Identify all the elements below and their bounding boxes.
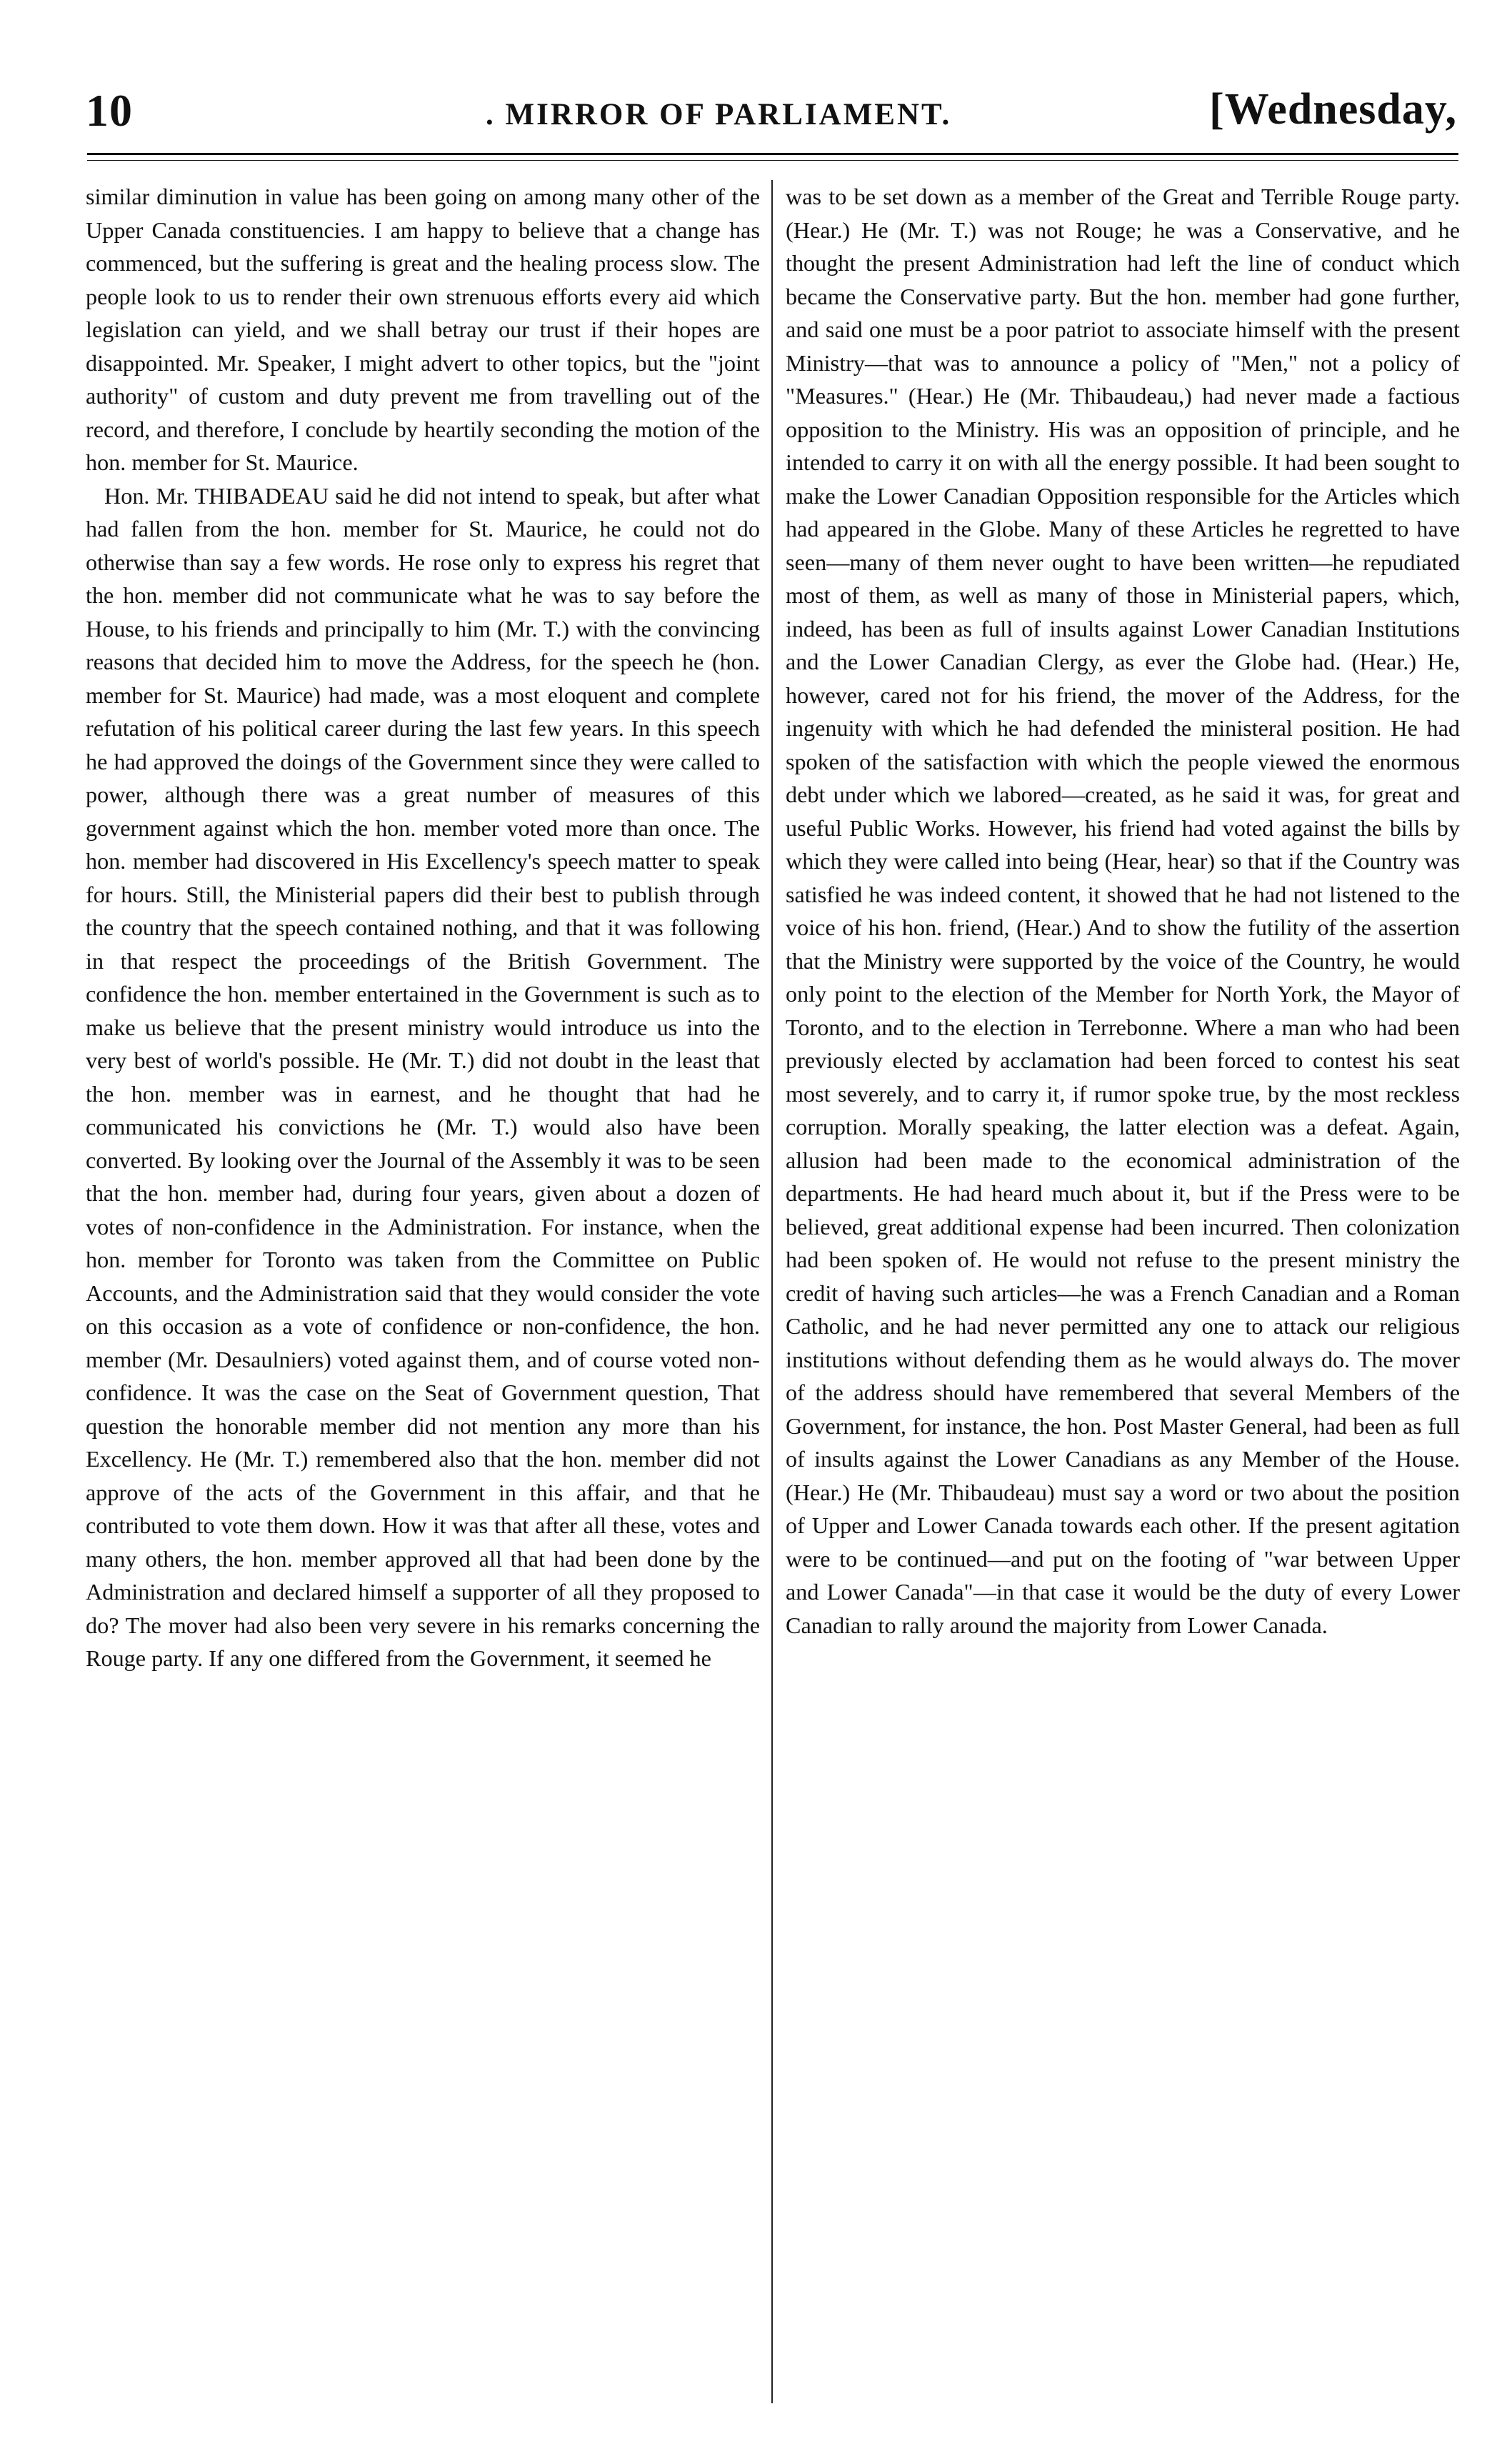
left-column [86,180,760,2416]
right-paragraph-1: was to be set down as a member of the Great and Terrible Rouge party. (Hear.) He (Mr. T.) was not Rouge; he was a Conservative, and he thought the present Administration had left the line of conduct which became the Conservative party. But the hon. member had gone further, and said one must be a poor patriot to associate himself with the present Ministry—that was to announce a policy of "Men," not a policy of "Measures." (Hear.) He (Mr. Thibaudeau,) had never made a factious opposition to the Ministry. His was an opposition of principle, and he intended to carry it on with all the energy possible. It had been sought to make the Lower Canadian Opposition responsible for the Articles which had appeared in the Globe. Many of these Articles he regretted to have seen—many of them never ought to have been written—he repudiated most of them, as well as many of those in Ministerial papers, which, indeed, has been as full of insults against Lower Canadian Institutions and the Lower Canadian Clergy, as ever the Globe had. (Hear.) He, however, cared not for his friend, the mover of the Address, for the ingenuity with which he had defended the ministeral position. He had spoken of the satisfaction with which the people viewed the enormous debt under which we labored—created, as he said it was, for great and useful Public Works. However, his friend had voted against the bills by which they were called into being (Hear, hear) so that if the Country was satisfied he was indeed content, it showed that he had not listened to the voice of his hon. friend, (Hear.) And to show the futility of the assertion that the Ministry were supported by the voice of the Country, he would only point to the election of the Member for North York, the Mayor of Toronto, and to the election in Terrebonne. Where a man who had been previously elected by acclamation had been forced to contest his seat most severely, and to carry it, if rumor spoke true, by the most reckless corruption. Morally speaking, the latter election was a defeat. Again, allusion had been made to the economical administration of the departments. He had heard much about it, but if the Press were to be believed, great additional expense had been incurred. Then colonization had been spoken of. He would not refuse to the present ministry the credit of having such articles—he was a French Canadian and a Roman Catholic, and he had never permitted any one to attack our religious institutions without defending them as he would always do. The mover of the address should have remembered that several Members of the Government, for instance, the hon. Post Master General, had been as full of insults against the Lower Canadians as any Member of the House. (Hear.) He (Mr. Thibaudeau) must say a word or two about the position of Upper and Lower Canada towards each other. If the present agitation were to be continued—and put on the footing of "war between Upper and Lower Canada"—in that case it would be the duty of every Lower Canadian to rally around the majority from Lower Canada. [786,184,1460,1638]
header-rule-thin [87,160,1458,161]
left-paragraph-2: Hon. Mr. THIBADEAU said he did not intend to speak, but after what had fallen from the hon. member for St. Maurice, he could not do otherwise than say a few words. He rose only to express his regret that the hon. member did not communicate what he was to say before the House, to his friends and principally to him (Mr. T.) with the convincing reasons that decided him to move the Address, for the speech he (hon. member for St. Maurice) had made, was a most eloquent and complete refutation of his political career during the last few years. In this speech he had approved the doings of the Government since they were called to power, although there was a great number of measures of this government against which the hon. member voted more than once. The hon. member had discovered in His Excellency's speech matter to speak for hours. Still, the Ministerial papers did their best to publish through the country that the speech contained nothing, and that it was following in that respect the proceedings of the British Government. The confidence the hon. member entertained in the Government is such as to make us believe that the present ministry would introduce us into the very best of world's possible. He (Mr. T.) did not doubt in the least that the hon. member was in earnest, and he thought that had he communicated his convictions he (Mr. T.) would also have been converted. By looking over the Journal of the Assembly it was to be seen that the hon. member had, during four years, given about a dozen of votes of non-confidence in the Administration. For instance, when the hon. member for Toronto was taken from the Committee on Public Accounts, and the Administration said that they would consider the vote on this occasion as a vote of confidence or non-confidence, the hon. member (Mr. Desaulniers) voted against them, and of course voted non-confidence. It was the case on the Seat of Government question, That question the honorable member did not mention any more than his Excellency. He (Mr. T.) remembered also that the hon. member did not approve of the acts of the Government in this affair, and that he contributed to vote them down. How it was that after all these, votes and many others, the hon. member approved all that had been done by the Administration and declared himself a supporter of all they proposed to do? The mover had also been very severe in his remarks concerning the Rouge party. If any one differed from the Government, it seemed he [86,482,760,1671]
page-header [86,84,1457,149]
running-day: [Wednesday, [1209,85,1457,134]
text-columns [86,180,1458,2416]
left-paragraph-1: similar diminution in value has been going on among many other of the Upper Canada constituencies. I am happy to believe that a change has commenced, but the suffering is great and the healing process slow. The people look to us to render their own strenuous efforts every aid which legislation can yield, and we shall betray our trust if their hopes are disappointed. Mr. Speaker, I might advert to other topics, but the "joint authority" of custom and duty prevent me from travelling out of the record, and therefore, I conclude by heartily seconding the motion of the hon. member for St. Maurice. [86,184,760,475]
header-rule [87,153,1458,155]
running-title: . MIRROR OF PARLIAMENT. [486,98,952,131]
right-column [786,180,1460,2416]
page-number: 10 [86,85,133,136]
column-divider [771,180,773,2403]
